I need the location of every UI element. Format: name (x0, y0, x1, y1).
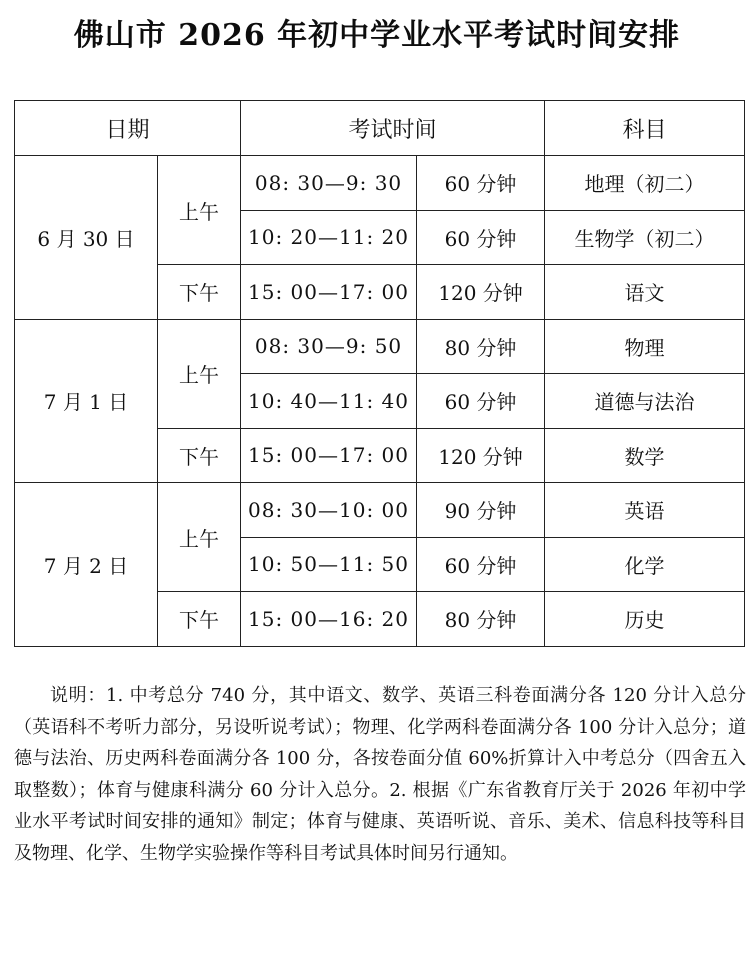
time-cell: 08: 30—9: 30 (241, 156, 417, 211)
time-cell: 08: 30—9: 50 (241, 319, 417, 374)
time-cell: 08: 30—10: 00 (241, 483, 417, 538)
subject-cell: 生物学（初二） (545, 210, 745, 265)
period-cell-pm: 下午 (158, 428, 241, 483)
explanation-note: 说明：1. 中考总分 740 分，其中语文、数学、英语三科卷面满分各 120 分计入总分（英语科不考听力部分，另设听说考试）；物理、化学两科卷面满分各 100 分计入总分；道德与法治、历史两科卷面满分各 100 分，各按卷面分值 60%折算计入中考总分（四舍五入取整数）；体育与健康科满分 60 分计入总分。2. 根据《广东省教育厅关于 2026 年初中学业水平考试时间安排的通知》制定；体育与健康、英语听说、音乐、美术、信息科技等科目及物理、化学、生物学实验操作等科目考试具体时间另行通知。 (14, 685, 746, 864)
date-cell: 7 月 1 日 (15, 319, 158, 483)
subject-cell: 地理（初二） (545, 156, 745, 211)
duration-cell: 120 分钟 (417, 428, 545, 483)
duration-cell: 60 分钟 (417, 374, 545, 429)
period-cell-am: 上午 (158, 156, 241, 265)
date-cell: 6 月 30 日 (15, 156, 158, 320)
subject-cell: 语文 (545, 265, 745, 320)
time-cell: 10: 50—11: 50 (241, 537, 417, 592)
period-cell-am: 上午 (158, 483, 241, 592)
exam-schedule-table (14, 100, 745, 647)
duration-cell: 120 分钟 (417, 265, 545, 320)
header-subject: 科目 (545, 101, 745, 156)
time-cell: 10: 20—11: 20 (241, 210, 417, 265)
period-cell-pm: 下午 (158, 592, 241, 647)
table-row (15, 483, 745, 538)
period-cell-pm: 下午 (158, 265, 241, 320)
subject-cell: 道德与法治 (545, 374, 745, 429)
time-cell: 15: 00—17: 00 (241, 428, 417, 483)
duration-cell: 90 分钟 (417, 483, 545, 538)
subject-cell: 数学 (545, 428, 745, 483)
header-date: 日期 (15, 101, 241, 156)
duration-cell: 60 分钟 (417, 156, 545, 211)
time-cell: 15: 00—17: 00 (241, 265, 417, 320)
date-cell: 7 月 2 日 (15, 483, 158, 647)
subject-cell: 物理 (545, 319, 745, 374)
subject-cell: 化学 (545, 537, 745, 592)
table-header-row (15, 101, 745, 156)
header-exam-time: 考试时间 (241, 101, 545, 156)
duration-cell: 80 分钟 (417, 592, 545, 647)
duration-cell: 80 分钟 (417, 319, 545, 374)
duration-cell: 60 分钟 (417, 537, 545, 592)
subject-cell: 历史 (545, 592, 745, 647)
table-row (15, 319, 745, 374)
page-title: 佛山市 2026 年初中学业水平考试时间安排 (73, 18, 681, 53)
period-cell-am: 上午 (158, 319, 241, 428)
table-row (15, 156, 745, 211)
time-cell: 15: 00—16: 20 (241, 592, 417, 647)
subject-cell: 英语 (545, 483, 745, 538)
time-cell: 10: 40—11: 40 (241, 374, 417, 429)
duration-cell: 60 分钟 (417, 210, 545, 265)
